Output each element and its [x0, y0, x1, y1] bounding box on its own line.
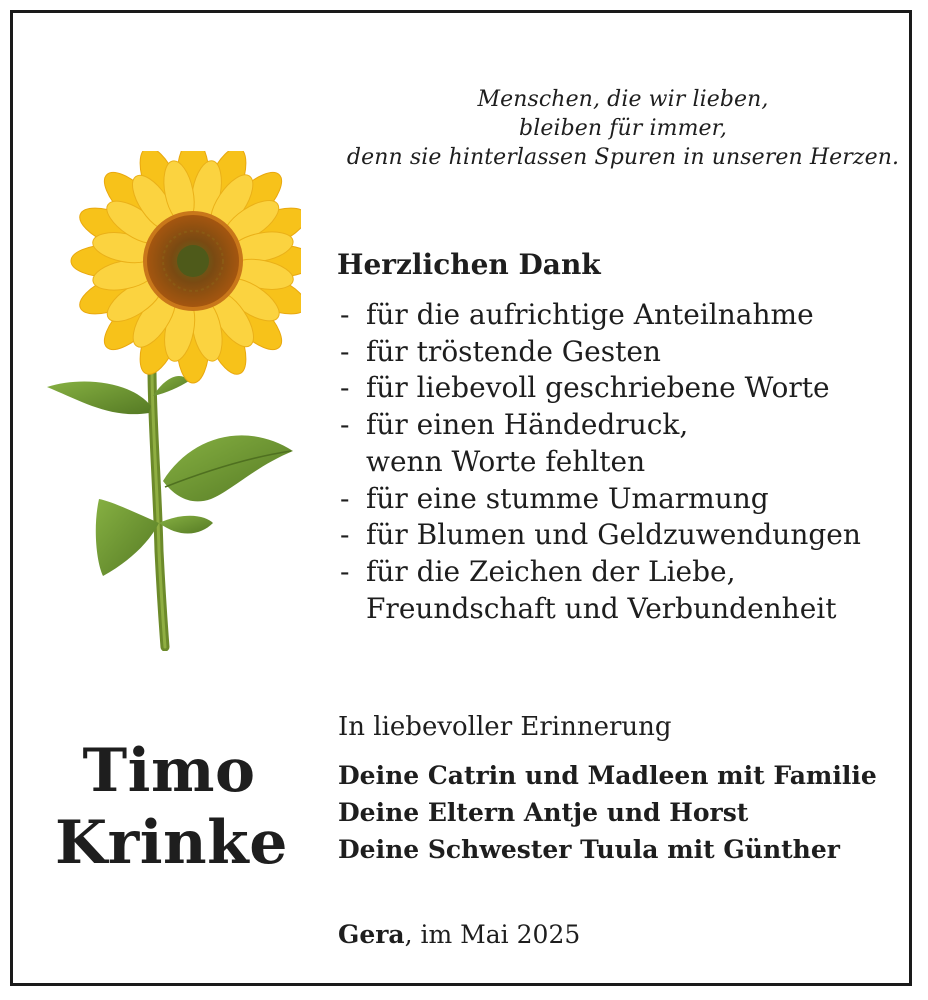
thanks-heading: Herzlichen Dank [337, 248, 601, 281]
list-item-text: für einen Händedruck, [366, 408, 689, 442]
list-dash: - [340, 334, 350, 368]
list-item [340, 554, 861, 591]
first-name: Timo [82, 736, 256, 806]
quote-line: Menschen, die wir lieben, [477, 87, 769, 112]
list-item-text: für eine stumme Umarmung [366, 481, 769, 515]
thanks-list [340, 297, 861, 627]
list-item [340, 334, 861, 371]
family-line: Deine Schwester Tuula mit Günther [338, 835, 840, 864]
list-dash: - [340, 408, 350, 442]
family-signatures [338, 757, 877, 868]
memory-intro: In liebevoller Erinnerung [338, 712, 672, 742]
deceased-name [55, 735, 288, 879]
city: Gera [338, 920, 405, 949]
list-item-text: für die Zeichen der Liebe, [366, 554, 736, 588]
quote-line: bleiben für immer, [519, 116, 727, 141]
obituary-frame [10, 10, 912, 986]
quote [313, 85, 928, 172]
list-item [340, 370, 861, 407]
list-dash: - [340, 298, 350, 331]
list-item-continuation: Freundschaft und Verbundenheit [366, 591, 837, 625]
list-dash: - [340, 554, 350, 588]
list-item-text: für Blumen und Geldzuwendungen [366, 518, 861, 552]
place-date [338, 917, 580, 953]
sunflower-image [41, 151, 301, 651]
list-dash: - [340, 481, 350, 515]
date-text: , im Mai 2025 [404, 920, 581, 949]
list-item [340, 481, 861, 518]
quote-line: denn sie hinterlassen Spuren in unseren Herzen. [346, 145, 900, 170]
family-line: Deine Eltern Antje und Horst [338, 798, 749, 827]
list-item-text: für liebevoll geschriebene Worte [366, 371, 830, 405]
list-dash: - [340, 518, 350, 552]
list-dash: - [340, 371, 350, 405]
list-item [340, 517, 861, 554]
list-item [340, 297, 861, 334]
list-item [340, 407, 861, 444]
last-name: Krinke [55, 808, 288, 878]
list-item-text: für die aufrichtige Anteilnahme [366, 298, 814, 331]
family-line: Deine Catrin und Madleen mit Familie [338, 761, 877, 790]
list-item-continuation: wenn Worte fehlten [366, 444, 646, 478]
list-item-text: für tröstende Gesten [366, 334, 661, 368]
